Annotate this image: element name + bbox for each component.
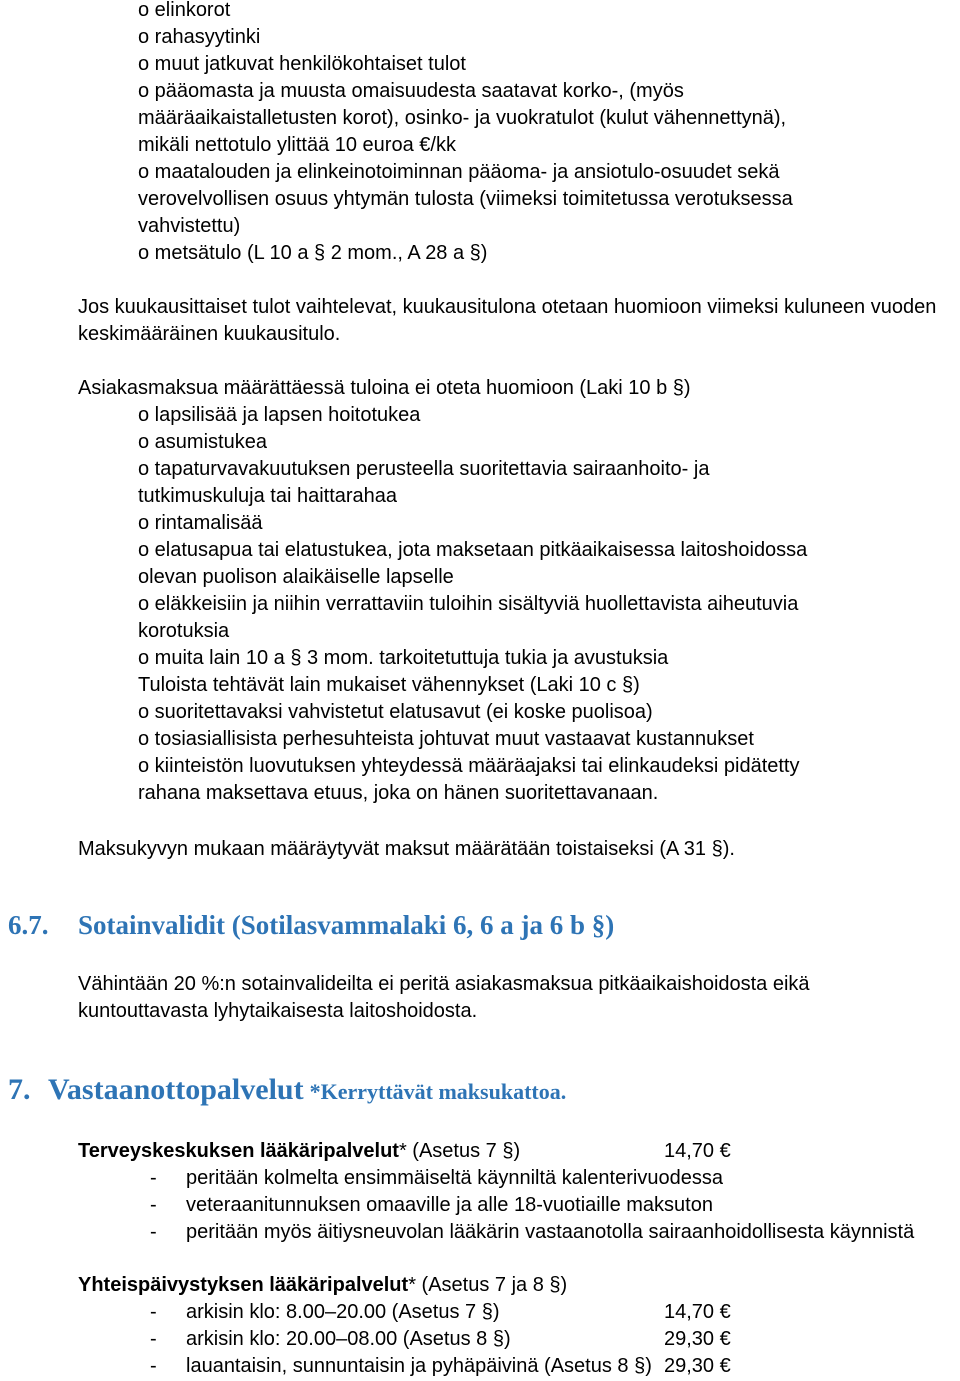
fee-row xyxy=(0,1326,960,1353)
list-item-text: peritään kolmelta ensimmäiseltä käynniltä kalenterivuodessa xyxy=(186,1167,723,1189)
bullet-dash: - xyxy=(150,1194,157,1216)
list-item-continuation: rahana maksettava etuus, joka on hänen suoritettavanaan. xyxy=(138,782,659,804)
list-item: o elatusapua tai elatustukea, jota maksetaan pitkäaikaisessa laitoshoidossa xyxy=(138,539,808,561)
list-item-continuation: olevan puolison alaikäiselle lapselle xyxy=(138,566,454,588)
bullet-dash: - xyxy=(150,1328,157,1350)
list-item: o muita lain 10 a § 3 mom. tarkoitetuttuja tukia ja avustuksia xyxy=(138,647,669,669)
emergency-heading xyxy=(0,1272,960,1299)
monthly-income-paragraph xyxy=(0,294,960,348)
service-title: Terveyskeskuksen lääkäripalvelut xyxy=(78,1140,399,1162)
section-number: 6.7. xyxy=(8,910,49,940)
list-item-text: peritään myös äitiysneuvolan lääkärin vastaanotolla sairaanhoidollisesta käynnistä xyxy=(186,1221,915,1243)
list-item: o lapsilisää ja lapsen hoitotukea xyxy=(138,404,421,426)
list-item-text: veteraanitunnuksen omaaville ja alle 18-vuotiaille maksuton xyxy=(186,1194,713,1216)
list-item: o eläkkeisiin ja niihin verrattaviin tuloihin sisältyviä huollettavista aiheutuvia xyxy=(138,593,799,615)
bullet-dash: - xyxy=(150,1355,157,1377)
section-6-7-body xyxy=(0,971,960,1025)
service-reference: * (Asetus 7 §) xyxy=(398,1140,521,1162)
paragraph-line: Vähintään 20 %:n sotainvalideilta ei peritä asiakasmaksua pitkäaikaishoidosta eikä xyxy=(78,973,810,995)
service-reference: * (Asetus 7 ja 8 §) xyxy=(408,1274,568,1296)
list-item: o kiinteistön luovutuksen yhteydessä määräajaksi tai elinkaudeksi pidätetty xyxy=(138,755,800,777)
income-list xyxy=(0,0,960,267)
section-title: Sotainvalidit (Sotilasvammalaki 6, 6 a ja 6 b §) xyxy=(78,910,615,940)
list-item xyxy=(0,1165,960,1192)
list-item-continuation: verovelvollisen osuus yhtymän tulosta (viimeksi toimitetussa verotuksessa xyxy=(138,188,793,210)
price: 14,70 € xyxy=(664,1301,731,1323)
health-center-fees xyxy=(0,1138,960,1246)
paragraph-line: kuntouttavasta lyhytaikaisesta laitoshoidosta. xyxy=(78,1000,478,1022)
list-item-continuation: mikäli nettotulo ylittää 10 euroa €/kk xyxy=(138,134,456,156)
bullet-dash: - xyxy=(150,1221,157,1243)
list-item-continuation: tutkimuskuluja tai haittarahaa xyxy=(138,485,398,507)
list-item xyxy=(0,1192,960,1219)
health-center-heading xyxy=(0,1138,960,1165)
payment-note xyxy=(0,836,960,863)
paragraph-line: Jos kuukausittaiset tulot vaihtelevat, kuukausitulona otetaan huomioon viimeksi kuluneen vuoden xyxy=(78,296,937,318)
price: 29,30 € xyxy=(664,1355,731,1377)
section-7-heading xyxy=(0,1070,960,1110)
section-title: Vastaanottopalvelut xyxy=(48,1073,304,1106)
price: 29,30 € xyxy=(664,1328,731,1350)
section-note: *Kerryttävät maksukattoa. xyxy=(309,1079,567,1104)
paragraph-line: keskimääräinen kuukausitulo. xyxy=(78,323,341,345)
list-item: o rintamalisää xyxy=(138,512,263,534)
excluded-income-section xyxy=(0,375,960,807)
fee-row xyxy=(0,1299,960,1326)
excluded-income-intro: Asiakasmaksua määrättäessä tuloina ei oteta huomioon (Laki 10 b §) xyxy=(78,377,691,399)
list-item: o asumistukea xyxy=(138,431,267,453)
fee-row-text: lauantaisin, sunnuntaisin ja pyhäpäivinä (Asetus 8 §) xyxy=(186,1355,652,1377)
bullet-dash: - xyxy=(150,1301,157,1323)
list-item: o metsätulo (L 10 a § 2 mom., A 28 a §) xyxy=(138,242,488,264)
paragraph-line: Maksukyvyn mukaan määräytyvät maksut määrätään toistaiseksi (A 31 §). xyxy=(78,838,735,860)
list-item-continuation: vahvistettu) xyxy=(138,215,241,237)
list-item-continuation: määräaikaistalletusten korot), osinko- ja vuokratulot (kulut vähennettynä), xyxy=(138,107,787,129)
list-item: o rahasyytinki xyxy=(138,26,261,48)
list-item: o pääomasta ja muusta omaisuudesta saatavat korko-, (myös xyxy=(138,80,684,102)
section-6-7-heading xyxy=(0,907,960,943)
section-number: 7. xyxy=(8,1073,31,1106)
list-item: o muut jatkuvat henkilökohtaiset tulot xyxy=(138,53,466,75)
list-item: o tapaturvavakuutuksen perusteella suoritettavia sairaanhoito- ja xyxy=(138,458,710,480)
list-item: o elinkorot xyxy=(138,0,231,21)
list-item: o tosiasiallisista perhesuhteista johtuvat muut vastaavat kustannukset xyxy=(138,728,754,750)
list-item: o suoritettavaksi vahvistetut elatusavut (ei koske puolisoa) xyxy=(138,701,653,723)
list-item-continuation: korotuksia xyxy=(138,620,230,642)
fee-row-text: arkisin klo: 8.00–20.00 (Asetus 7 §) xyxy=(186,1301,500,1323)
emergency-fees xyxy=(0,1272,960,1380)
bullet-dash: - xyxy=(150,1167,157,1189)
deductions-intro: Tuloista tehtävät lain mukaiset vähennykset (Laki 10 c §) xyxy=(138,674,640,696)
list-item: o maatalouden ja elinkeinotoiminnan pääoma- ja ansiotulo-osuudet sekä xyxy=(138,161,780,183)
fee-row-text: arkisin klo: 20.00–08.00 (Asetus 8 §) xyxy=(186,1328,511,1350)
service-title: Yhteispäivystyksen lääkäripalvelut xyxy=(78,1274,409,1296)
section-title-wrap xyxy=(48,1070,566,1112)
price: 14,70 € xyxy=(664,1140,731,1162)
fee-row xyxy=(0,1353,960,1380)
list-item xyxy=(0,1219,960,1246)
